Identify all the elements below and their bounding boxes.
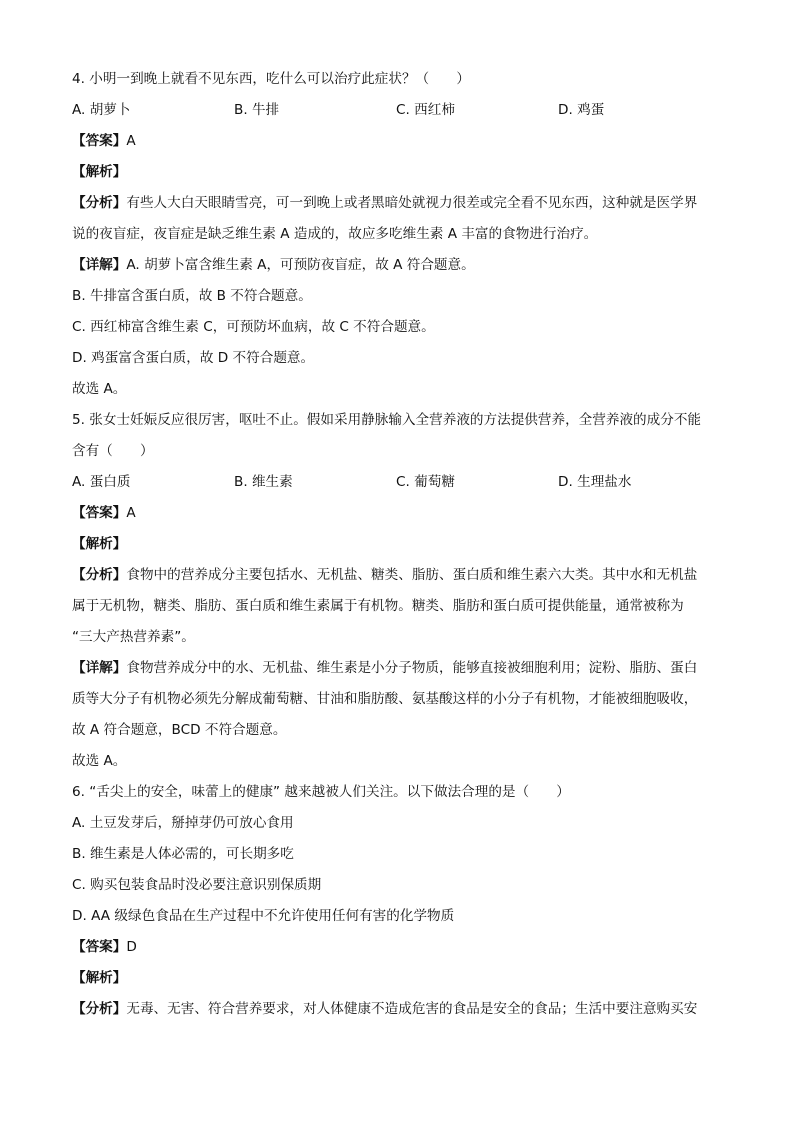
document-page	[72, 64, 722, 1025]
q4-stem: 4. 小明一到晚上就看不见东西，吃什么可以治疗此症状？（ ）	[72, 71, 470, 87]
fenxi-tag: 【分析】	[72, 195, 127, 211]
q5-options	[72, 467, 722, 498]
analysis-tag: 【解析】	[72, 536, 127, 552]
q5-stem-line-2: 含有（ ）	[72, 443, 154, 459]
q5-option-d: D. 生理盐水	[558, 474, 632, 490]
q6-option-d: D. AA 级绿色食品在生产过程中不允许使用任何有害的化学物质	[72, 908, 455, 924]
q5-fenxi-line-1	[72, 560, 722, 591]
answer-tag: 【答案】	[72, 939, 127, 955]
q5-fenxi-line-3: “三大产热营养素”。	[72, 629, 195, 645]
q4-line-c: C. 西红柿富含维生素 C，可预防坏血病，故 C 不符合题意。	[72, 319, 435, 335]
q6-fenxi-line-1	[72, 994, 722, 1025]
fenxi-tag: 【分析】	[72, 1001, 127, 1017]
xiangjie-tag: 【详解】	[72, 257, 127, 273]
fenxi-text: 食物中的营养成分主要包括水、无机盐、糖类、脂肪、蛋白质和维生素六大类。其中水和无机盐	[126, 567, 698, 583]
q5-analysis-heading	[72, 529, 722, 560]
q5-option-c: C. 葡萄糖	[396, 474, 455, 490]
q4-fenxi-line-2: 说的夜盲症，夜盲症是缺乏维生素 A 造成的，故应多吃维生素 A 丰富的食物进行治疗。	[72, 226, 598, 242]
q6-stem: 6. “舌尖上的安全，味蕾上的健康” 越来越被人们关注。以下做法合理的是（ ）	[72, 784, 570, 800]
fenxi-text: 无毒、无害、符合营养要求，对人体健康不造成危害的食品是安全的食品；生活中要注意购买安	[126, 1001, 698, 1017]
answer-tag: 【答案】	[72, 133, 127, 149]
fenxi-text: 有些人大白天眼睛雪亮，可一到晚上或者黑暗处就视力很差或完全看不见东西，这种就是医学界	[126, 195, 698, 211]
q4-answer	[72, 126, 722, 157]
q4-conclusion: 故选 A。	[72, 381, 127, 397]
q4-option-a: A. 胡萝卜	[72, 102, 131, 118]
xiangjie-tag: 【详解】	[72, 660, 127, 676]
q6-option-b: B. 维生素是人体必需的，可长期多吃	[72, 846, 294, 862]
q4-xiangjie-line-1	[72, 250, 722, 281]
q5-xiangjie-line-2: 质等大分子有机物必须先分解成葡萄糖、甘油和脂肪酸、氨基酸这样的小分子有机物，才能被细胞吸收，	[72, 691, 698, 707]
q4-options	[72, 95, 722, 126]
xiangjie-text: A. 胡萝卜富含维生素 A，可预防夜盲症，故 A 符合题意。	[126, 257, 475, 273]
q6-answer	[72, 932, 722, 963]
q4-option-d: D. 鸡蛋	[558, 102, 605, 118]
q5-stem-line-1: 5. 张女士妊娠反应很厉害，呕吐不止。假如采用静脉输入全营养液的方法提供营养，全营养液的成分不能	[72, 412, 702, 428]
q4-option-b: B. 牛排	[234, 102, 280, 118]
xiangjie-text: 食物营养成分中的水、无机盐、维生素是小分子物质，能够直接被细胞利用；淀粉、脂肪、蛋白	[126, 660, 698, 676]
q6-option-a: A. 土豆发芽后，掰掉芽仍可放心食用	[72, 815, 294, 831]
q5-xiangjie-line-3: 故 A 符合题意，BCD 不符合题意。	[72, 722, 287, 738]
analysis-tag: 【解析】	[72, 970, 127, 986]
q5-fenxi-line-2: 属于无机物，糖类、脂肪、蛋白质和维生素属于有机物。糖类、脂肪和蛋白质可提供能量，通常被称为	[72, 598, 684, 614]
q4-option-c: C. 西红柿	[396, 102, 455, 118]
q4-analysis-heading	[72, 157, 722, 188]
q4-fenxi-line-1	[72, 188, 722, 219]
q4-line-d: D. 鸡蛋富含蛋白质，故 D 不符合题意。	[72, 350, 315, 366]
q5-answer	[72, 498, 722, 529]
q5-conclusion: 故选 A。	[72, 753, 127, 769]
q5-option-b: B. 维生素	[234, 474, 293, 490]
q6-option-c: C. 购买包装食品时没必要注意识别保质期	[72, 877, 322, 893]
q6-analysis-heading	[72, 963, 722, 994]
answer-value: A	[126, 505, 136, 521]
q5-xiangjie-line-1	[72, 653, 722, 684]
q4-line-b: B. 牛排富含蛋白质，故 B 不符合题意。	[72, 288, 312, 304]
analysis-tag: 【解析】	[72, 164, 127, 180]
answer-value: D	[126, 939, 137, 955]
answer-value: A	[126, 133, 136, 149]
answer-tag: 【答案】	[72, 505, 127, 521]
fenxi-tag: 【分析】	[72, 567, 127, 583]
q5-option-a: A. 蛋白质	[72, 474, 131, 490]
